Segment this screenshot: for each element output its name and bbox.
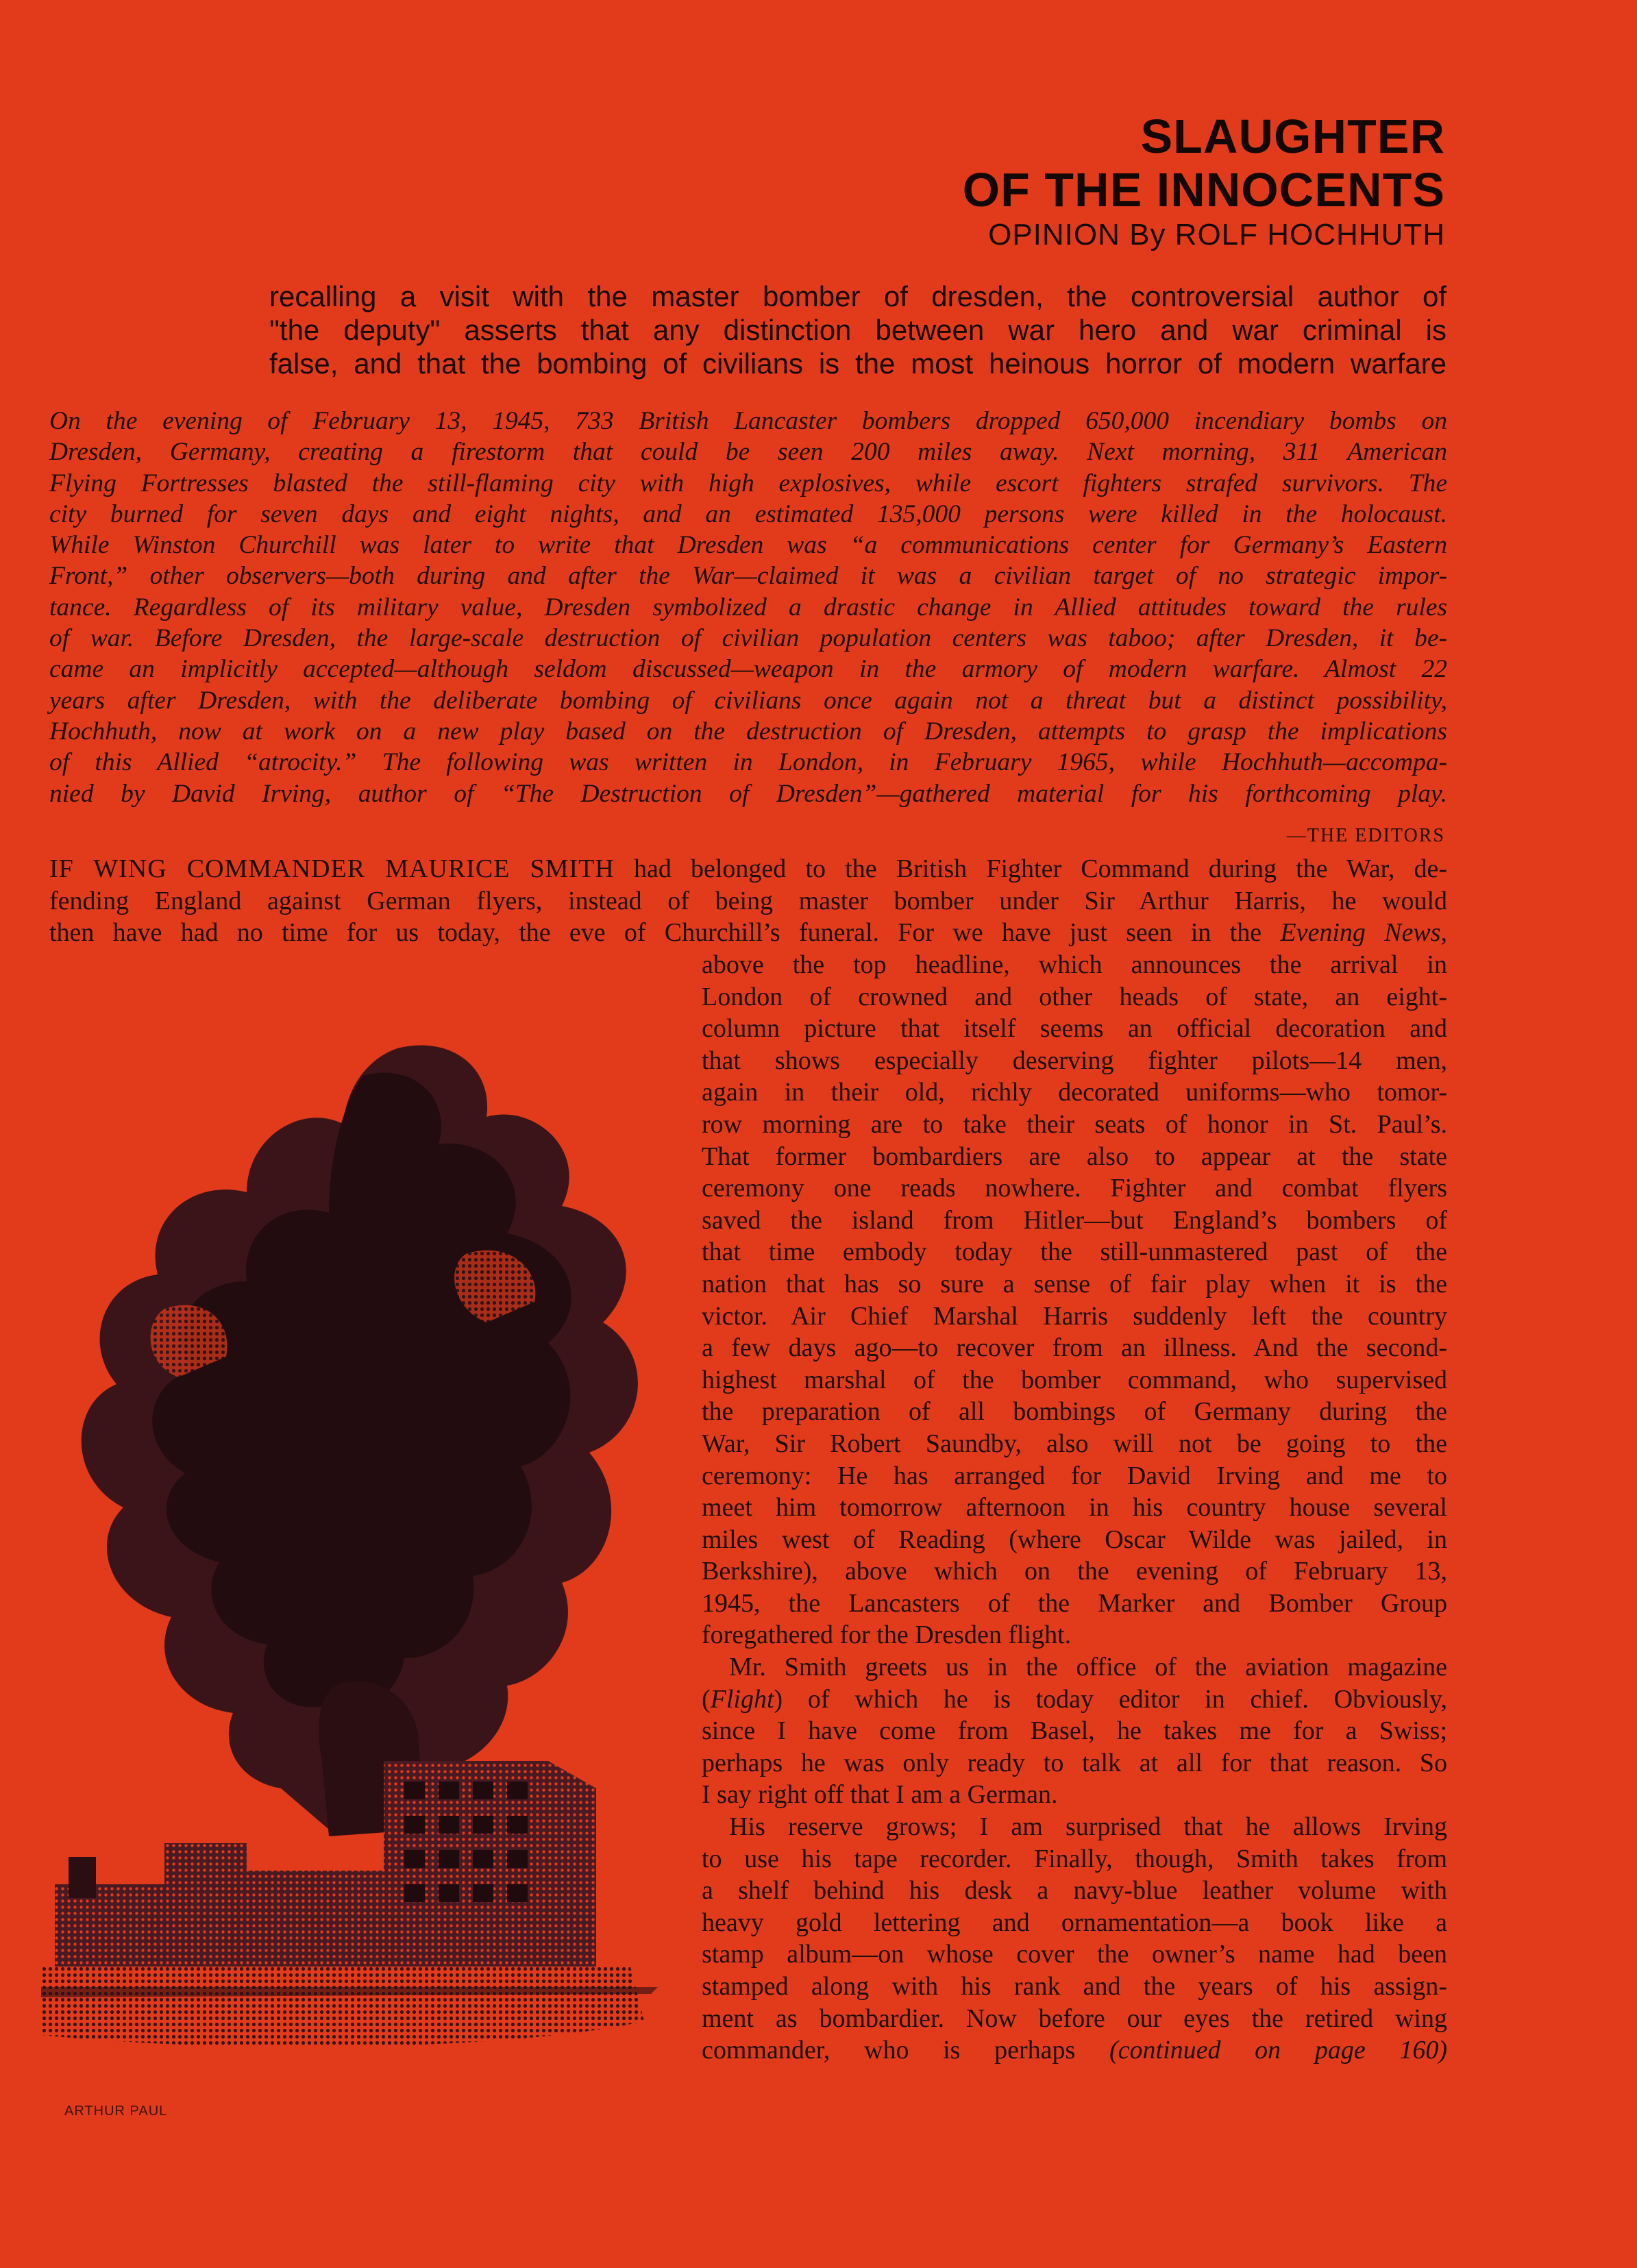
- body-line: again in their old, richly decorated uniforms—who tomor-: [702, 1078, 1447, 1107]
- body-line: a shelf behind his desk a navy-blue leather volume with: [702, 1876, 1447, 1906]
- body-line: That former bombardiers are also to appear at the state: [702, 1142, 1447, 1171]
- deck-line: recalling a visit with the master bomber of dresden, the controversial author of: [269, 280, 1447, 312]
- body-line: miles west of Reading (where Oscar Wilde was jailed, in: [702, 1525, 1447, 1554]
- editors-note-line: Flying Fortresses blasted the still-flaming city with high explosives, while escort fighters strafed survivors. The: [49, 469, 1447, 497]
- continued-note: (continued on page 160): [1109, 2036, 1448, 2065]
- editors-note-line: Dresden, Germany, creating a firestorm that could be seen 200 miles away. Next morning, 311 American: [49, 438, 1447, 467]
- body-line: Berkshire), above which on the evening of February 13,: [702, 1557, 1447, 1586]
- lead-in: IF WING COMMANDER MAURICE SMITH: [49, 854, 615, 883]
- body-line: column picture that itself seems an official decoration and: [702, 1014, 1447, 1044]
- editors-note-line: On the evening of February 13, 1945, 733 British Lancaster bombers dropped 650,000 incendiary bombs on: [49, 407, 1447, 435]
- body-line: nation that has so sure a sense of fair play when it is the: [702, 1269, 1447, 1298]
- editors-note-line: city burned for seven days and eight nights, and an estimated 135,000 persons were killed in the holocaust.: [49, 500, 1447, 528]
- byline: OPINION By ROLF HOCHHUTH: [988, 218, 1445, 251]
- body-line: London of crowned and other heads of state, an eight-: [702, 982, 1447, 1011]
- editors-note-line: came an implicitly accepted—although seldom discussed—weapon in the armory of modern warfare. Almost 22: [49, 655, 1447, 684]
- editors-note-line: of this Allied “atrocity.” The following was written in London, in February 1965, while Hochhuth—accompa-: [49, 748, 1447, 777]
- article-title: [963, 110, 1445, 217]
- body-line: saved the island from Hitler—but England’s bombers of: [702, 1205, 1447, 1235]
- body-line: stamp album—on whose cover the owner’s name had been: [702, 1940, 1447, 1969]
- body-line: then have had no time for us today, the eve of Churchill’s funeral. For we have just seen in the Evening News,: [49, 918, 1447, 947]
- editors-note-line: Hochhuth, now at work on a new play based on the destruction of Dresden, attempts to grasp the implications: [49, 717, 1447, 745]
- body-line: above the top headline, which announces the arrival in: [702, 950, 1447, 979]
- body-line: ment as bombardier. Now before our eyes the retired wing: [702, 2004, 1447, 2033]
- body-line: a few days ago—to recover from an illness. And the second-: [702, 1333, 1447, 1363]
- body-line: ceremony one reads nowhere. Fighter and combat flyers: [702, 1174, 1447, 1203]
- editors-signoff: —THE EDITORS: [1286, 825, 1445, 846]
- explosion-smoke-cloud-icon: [41, 1035, 685, 2069]
- editors-note-line: Front,” other observers—both during and after the War—claimed it was a civilian target of no strategic impor-: [49, 562, 1447, 591]
- body-line: stamped along with his rank and the years of his assign-: [702, 1972, 1447, 2001]
- deck-line: "the deputy" asserts that any distinction between war hero and war criminal is: [269, 314, 1447, 346]
- illustration-credit: ARTHUR PAUL: [64, 2104, 168, 2119]
- body-line: Mr. Smith greets us in the office of the aviation magazine: [729, 1653, 1447, 1682]
- body-line: highest marshal of the bomber command, who supervised: [702, 1365, 1447, 1394]
- body-line: victor. Air Chief Marshal Harris suddenly left the country: [702, 1301, 1447, 1331]
- deck: [269, 280, 1447, 380]
- editors-note-line: While Winston Churchill was later to write that Dresden was “a communications center for Germany’s Eastern: [49, 531, 1447, 560]
- body-line: row morning are to take their seats of honor in St. Paul’s.: [702, 1109, 1447, 1139]
- title-line-2: OF THE INNOCENTS: [962, 163, 1445, 217]
- body-line: that time embody today the still-unmastered past of the: [702, 1237, 1447, 1267]
- body-line: (Flight) of which he is today editor in chief. Obviously,: [702, 1684, 1447, 1714]
- body-line: 1945, the Lancasters of the Marker and Bomber Group: [702, 1588, 1447, 1618]
- editors-note-line: nied by David Irving, author of “The Destruction of Dresden”—gathered material for his forthcoming play.: [49, 779, 1447, 808]
- title-line-1: SLAUGHTER: [1140, 110, 1445, 163]
- body-line: heavy gold lettering and ornamentation—a book like a: [702, 1908, 1447, 1937]
- body-opening: [49, 853, 1447, 949]
- deck-line: false, and that the bombing of civilians is the most heinous horror of modern warfare: [269, 347, 1447, 380]
- body-line: to use his tape recorder. Finally, though, Smith takes from: [702, 1844, 1447, 1873]
- body-line: commander, who is perhaps (continued on page 160): [702, 2036, 1448, 2065]
- body-line: foregathered for the Dresden flight.: [702, 1620, 1072, 1650]
- magazine-name: Flight: [710, 1684, 774, 1714]
- body-line: IF WING COMMANDER MAURICE SMITH had belonged to the British Fighter Command during the War, de-: [49, 854, 1447, 883]
- body-line: since I have come from Basel, he takes me for a Swiss;: [702, 1716, 1447, 1746]
- body-line: that shows especially deserving fighter pilots—14 men,: [702, 1046, 1447, 1075]
- editors-note-line: years after Dresden, with the deliberate bombing of civilians once again not a threat but a distinct possibility,: [49, 686, 1447, 715]
- body-line: ceremony: He has arranged for David Irving and me to: [702, 1461, 1447, 1490]
- body-line: War, Sir Robert Saundby, also will not be going to the: [702, 1429, 1447, 1458]
- editors-note: [49, 406, 1447, 809]
- body-line: fending England against German flyers, instead of being master bomber under Sir Arthur Harris, he would: [49, 886, 1447, 915]
- body-line: I say right off that I am a German.: [702, 1780, 1058, 1810]
- body-line: the preparation of all bombings of Germany during the: [702, 1397, 1447, 1427]
- body-column: [702, 949, 1447, 2067]
- body-line: perhaps he was only ready to talk at all for that reason. So: [702, 1748, 1447, 1777]
- body-line: His reserve grows; I am surprised that he allows Irving: [729, 1812, 1447, 1842]
- editors-note-line: of war. Before Dresden, the large-scale destruction of civilian population centers was taboo; after Dresden, it be-: [49, 624, 1447, 653]
- body-line: meet him tomorrow afternoon in his country house several: [702, 1493, 1447, 1523]
- editors-note-line: tance. Regardless of its military value, Dresden symbolized a drastic change in Allied attitudes toward the rules: [49, 593, 1447, 621]
